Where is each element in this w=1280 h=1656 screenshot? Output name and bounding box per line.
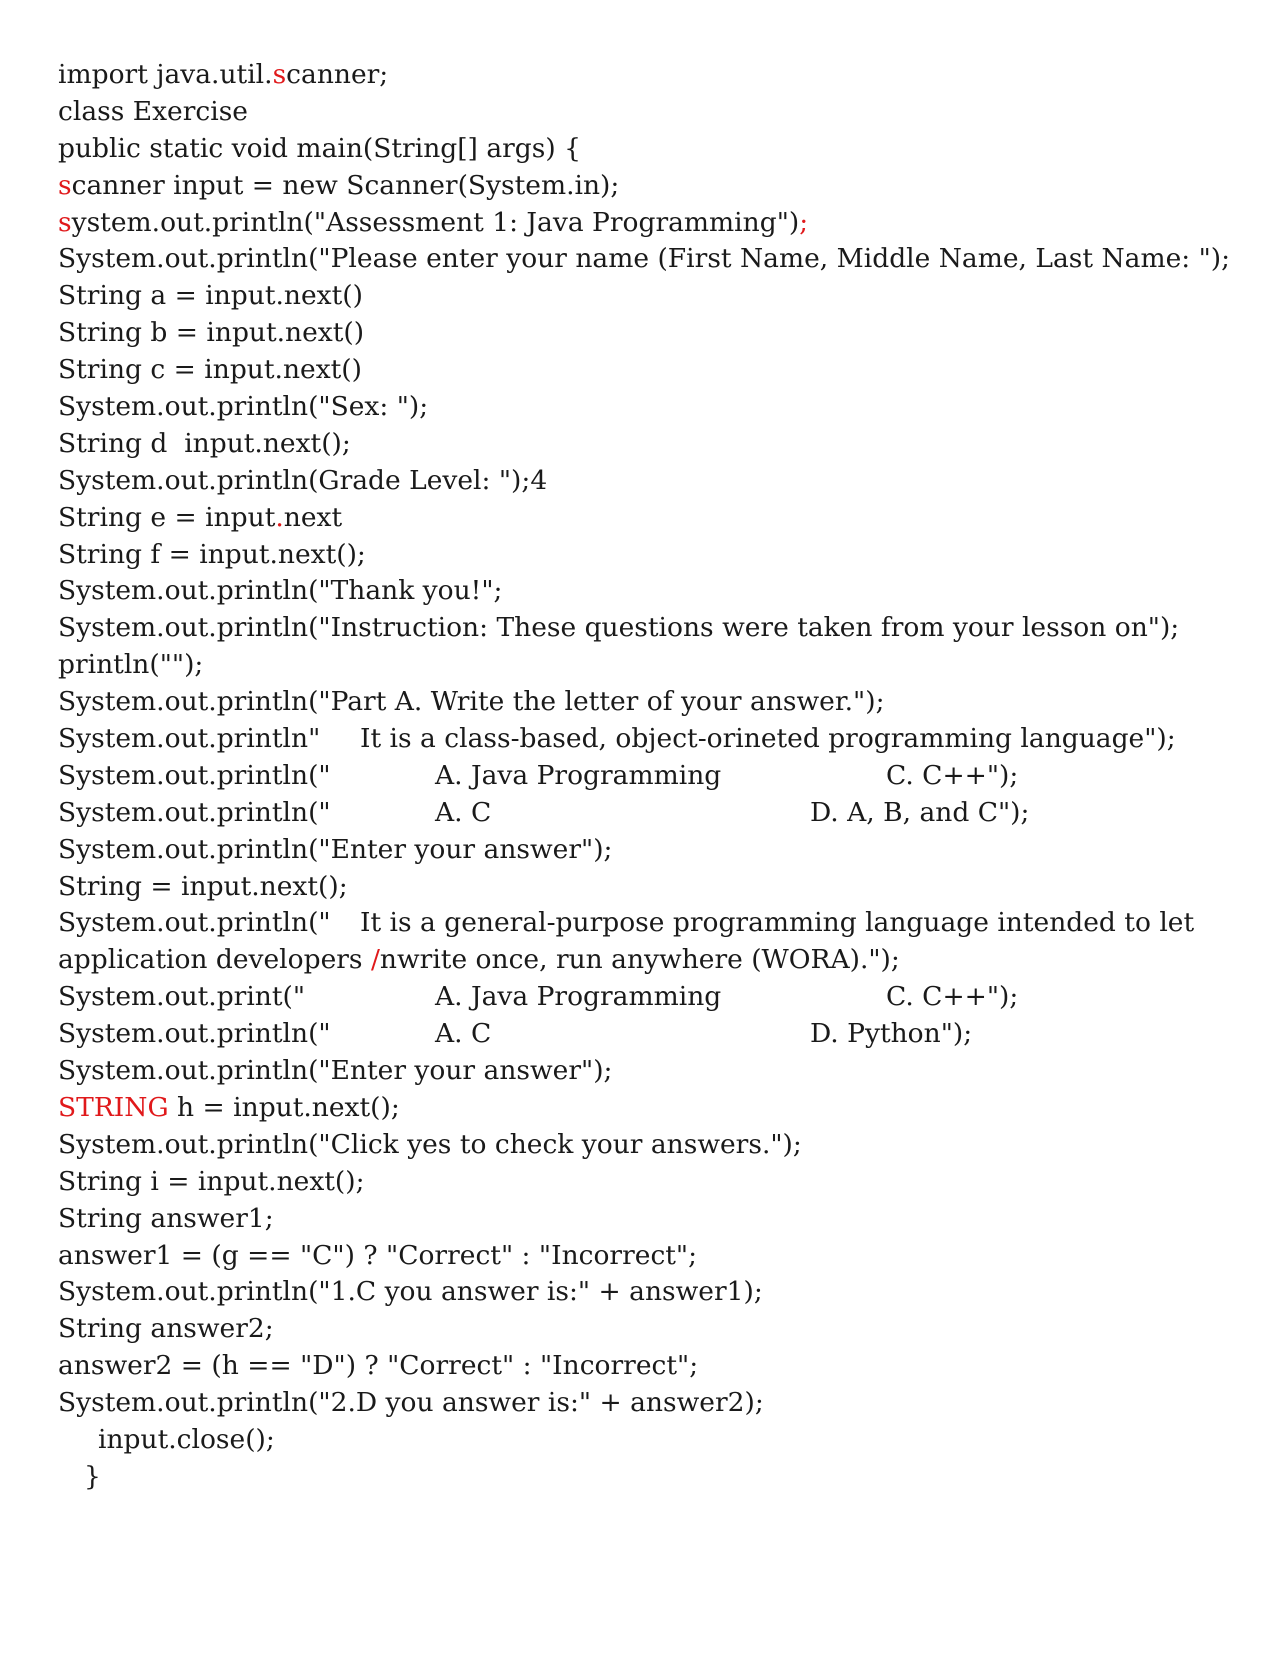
code-text-highlight: .: [275, 501, 284, 533]
code-text-highlight: s: [272, 59, 287, 90]
code-line-close: input.close();: [98, 1423, 275, 1455]
option-c: C. C++");: [886, 981, 1019, 1013]
code-text: next: [283, 501, 343, 533]
code-line: System.out.println("Sex: ");: [58, 391, 429, 423]
code-line: [58, 1090, 1238, 1127]
option-d: D. Python");: [810, 1018, 973, 1050]
question-1-options-row-1: [58, 758, 1238, 795]
code-line: [58, 168, 1238, 205]
code-text: System.out.println(": [58, 907, 331, 939]
code-line: System.out.println("Enter your answer");: [58, 833, 613, 865]
code-text: ystem.out.println("Assessment 1: Java Programming"): [71, 206, 800, 238]
code-line: System.out.println(Grade Level: ");4: [58, 464, 548, 496]
code-text: System.out.println(": [58, 759, 331, 791]
code-line: println("");: [58, 649, 204, 681]
code-text: nwrite once, run anywhere (WORA).");: [379, 944, 900, 976]
code-text: String e = input: [58, 501, 276, 533]
code-line: String a = input.next(): [58, 280, 363, 312]
code-line: answer2 = (h == "D") ? "Correct" : "Incorrect";: [58, 1350, 699, 1382]
code-line: System.out.println("2.D you answer is:" + answer2);: [58, 1387, 764, 1419]
code-line-brace: }: [84, 1460, 101, 1492]
question-2-options-row-1: [58, 979, 1238, 1016]
code-line: System.out.println("Click yes to check your answers.");: [58, 1128, 802, 1160]
option-d: D. A, B, and C");: [810, 796, 1030, 828]
code-line: String = input.next();: [58, 870, 348, 902]
code-line: System.out.println("Please enter your name (First Name, Middle Name, Last Name: ");: [58, 243, 1231, 275]
code-text-highlight: s: [58, 169, 72, 201]
code-line: System.out.println("1.C you answer is:" + answer1);: [58, 1276, 763, 1308]
code-text: System.out.println": [58, 723, 321, 755]
code-line-import: [58, 57, 1238, 94]
code-text-highlight: /: [370, 944, 380, 976]
code-text: application developers: [58, 944, 371, 976]
code-text-highlight: ;: [799, 206, 809, 238]
option-a: A. Java Programming: [435, 759, 722, 791]
question-2-text: It is a general-purpose programming language intended to let: [360, 907, 1195, 939]
question-2-options-row-2: [58, 1016, 1238, 1053]
code-line: String answer2;: [58, 1313, 274, 1345]
option-a: A. C: [435, 796, 492, 828]
code-line: System.out.println("Instruction: These questions were taken from your lesson on");: [58, 612, 1180, 644]
code-text: canner input = new Scanner(System.in);: [71, 169, 620, 201]
code-line: System.out.println("Enter your answer");: [58, 1055, 613, 1087]
code-text: h = input.next();: [168, 1091, 400, 1123]
question-1-options-row-2: [58, 795, 1238, 832]
code-line: String i = input.next();: [58, 1165, 365, 1197]
code-line: System.out.println("Part A. Write the letter of your answer.");: [58, 686, 885, 718]
code-line: String f = input.next();: [58, 538, 366, 570]
code-text: System.out.println(": [58, 796, 331, 828]
question-2-line: [58, 905, 1238, 942]
code-text: import java.util.: [58, 59, 273, 90]
code-line: String answer1;: [58, 1202, 274, 1234]
code-line: System.out.println("Thank you!";: [58, 575, 503, 607]
code-block: [58, 57, 1238, 1496]
code-text-highlight: s: [58, 206, 72, 238]
code-line: class Exercise: [58, 95, 248, 127]
code-line: String c = input.next(): [58, 354, 362, 386]
code-line: [58, 500, 1238, 537]
code-line: [58, 205, 1238, 242]
code-line: public static void main(String[] args) {: [58, 132, 581, 164]
code-line: String b = input.next(): [58, 317, 365, 349]
code-line: String d input.next();: [58, 427, 351, 459]
question-1-line: [58, 721, 1238, 758]
question-1-text: It is a class-based, object-orineted programming language");: [360, 723, 1176, 755]
option-a: A. C: [435, 1018, 492, 1050]
code-text-highlight: STRING: [58, 1091, 169, 1123]
question-2-continuation: [58, 942, 1238, 979]
code-text: System.out.print(": [58, 981, 306, 1013]
option-a: A. Java Programming: [435, 981, 722, 1013]
option-c: C. C++");: [886, 759, 1019, 791]
code-text: System.out.println(": [58, 1018, 331, 1050]
code-text: canner;: [286, 59, 389, 90]
code-line: answer1 = (g == "C") ? "Correct" : "Incorrect";: [58, 1239, 698, 1271]
